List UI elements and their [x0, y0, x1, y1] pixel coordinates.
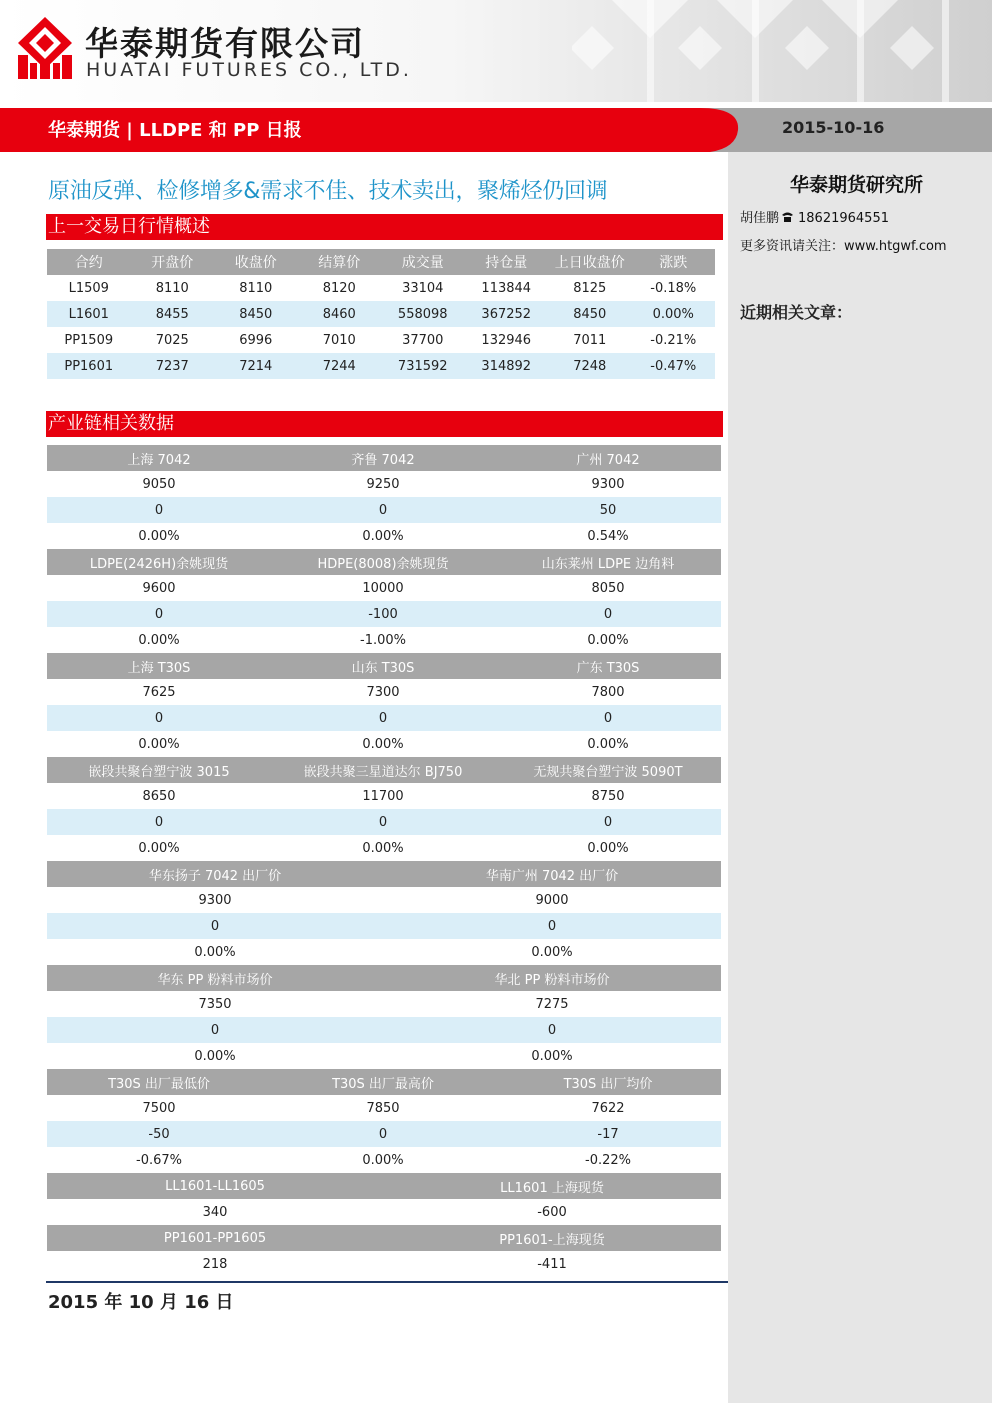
table-cell: 0 [383, 913, 721, 939]
table-row [47, 353, 715, 379]
column-header: 华北 PP 粉料市场价 [383, 965, 721, 991]
table-cell: 0 [47, 497, 271, 523]
table-cell: 50 [495, 497, 721, 523]
table-cell: 0 [271, 705, 495, 731]
decorative-pattern [572, 0, 992, 102]
table-row [47, 301, 715, 327]
phone-icon [781, 211, 794, 223]
table-cell: 7237 [131, 353, 215, 379]
column-header: HDPE(8008)余姚现货 [271, 549, 495, 575]
company-name-en: HUATAI FUTURES CO., LTD. [86, 59, 412, 81]
table-cell: 10000 [362, 580, 404, 596]
table-cell: 7275 [535, 996, 569, 1012]
table-cell: 0 [47, 601, 271, 627]
table-cell: 0 [47, 705, 271, 731]
table-cell: 7500 [142, 1100, 176, 1116]
analyst-name: 胡佳鹏 [740, 211, 780, 226]
company-name-cn: 华泰期货有限公司 [85, 24, 365, 63]
table-row [47, 991, 721, 1017]
table-cell: 8650 [142, 788, 176, 804]
table-header-row [47, 445, 721, 471]
table-cell: -1.00% [360, 632, 406, 648]
table-cell: 9300 [198, 892, 232, 908]
table-cell: 7625 [142, 684, 176, 700]
table-row [47, 1147, 721, 1173]
page-header [0, 0, 992, 102]
analyst-contact [740, 207, 889, 226]
table-cell: 0.00% [531, 944, 573, 960]
report-headline: 原油反弹、检修增多&需求不佳、技术卖出，聚烯烃仍回调 [48, 179, 608, 204]
table-row [47, 523, 721, 549]
table-cell: 0.00% [587, 840, 629, 856]
table-cell: 9050 [142, 476, 176, 492]
table-cell: 7025 [155, 332, 189, 348]
column-header: 广州 7042 [495, 445, 721, 471]
table-row [47, 1043, 721, 1069]
table-cell: 7800 [591, 684, 625, 700]
table-cell: 6996 [239, 332, 273, 348]
table-cell: 8450 [214, 301, 298, 327]
table-cell: 7011 [573, 332, 607, 348]
table-cell: 0.00% [362, 736, 404, 752]
table-cell: 9000 [535, 892, 569, 908]
table-header-row [47, 249, 715, 275]
table-cell: 0.00% [587, 632, 629, 648]
table-row [47, 1095, 721, 1121]
table-row [47, 1199, 721, 1225]
table-cell: 0 [47, 913, 383, 939]
table-cell: 8455 [131, 301, 215, 327]
table-header-row [47, 1069, 721, 1095]
table-row [47, 835, 721, 861]
table-cell: 0 [495, 705, 721, 731]
table-row [47, 705, 721, 731]
table-row [47, 887, 721, 913]
column-header: 华南广州 7042 出厂价 [383, 861, 721, 887]
column-header: PP1601-上海现货 [383, 1225, 721, 1251]
table-cell: PP1601 [47, 353, 131, 379]
table-cell: -0.21% [650, 332, 697, 348]
table-header-row [47, 861, 721, 887]
industry-chain-table [47, 445, 721, 1277]
column-header: 结算价 [298, 249, 382, 275]
recent-articles-heading: 近期相关文章： [740, 303, 853, 322]
table-cell: PP1509 [64, 332, 114, 348]
table-row [47, 471, 721, 497]
column-header: 嵌段共聚台塑宁波 3015 [47, 757, 271, 783]
table-row [47, 783, 721, 809]
column-header: LL1601-LL1605 [47, 1173, 383, 1199]
table-row [47, 497, 721, 523]
table-cell: -0.22% [585, 1152, 631, 1168]
table-cell: 0 [383, 1017, 721, 1043]
table-row [47, 913, 721, 939]
table-cell: 7248 [548, 353, 632, 379]
table-cell: 0.00% [138, 840, 180, 856]
table-cell: 0.00% [138, 632, 180, 648]
table-cell: 0 [271, 497, 495, 523]
table-row [47, 275, 715, 301]
column-header: T30S 出厂均价 [495, 1069, 721, 1095]
table-header-row [47, 757, 721, 783]
table-cell: L1601 [47, 301, 131, 327]
table-cell: 8750 [591, 788, 625, 804]
report-date: 2015-10-16 [782, 118, 885, 137]
table-cell: 9600 [142, 580, 176, 596]
table-cell: 0 [495, 601, 721, 627]
table-cell: 8125 [573, 280, 607, 296]
table-cell: 8110 [239, 280, 273, 296]
section-heading-market: 上一交易日行情概述 [46, 214, 723, 240]
table-cell: 0 [271, 809, 495, 835]
table-header-row [47, 653, 721, 679]
table-cell: 0.00% [138, 528, 180, 544]
column-header: 收盘价 [214, 249, 298, 275]
column-header: 上海 T30S [47, 653, 271, 679]
table-cell: -17 [495, 1121, 721, 1147]
column-header: 上海 7042 [47, 445, 271, 471]
column-header: 成交量 [381, 249, 465, 275]
column-header: 合约 [47, 249, 131, 275]
table-header-row [47, 549, 721, 575]
column-header: T30S 出厂最高价 [271, 1069, 495, 1095]
column-header: 山东 T30S [271, 653, 495, 679]
table-cell: -0.67% [136, 1152, 182, 1168]
table-cell: 0.00% [194, 1048, 236, 1064]
column-header: 广东 T30S [495, 653, 721, 679]
analyst-phone[interactable]: 18621964551 [798, 211, 889, 226]
table-cell: 8050 [591, 580, 625, 596]
table-row [47, 575, 721, 601]
table-cell: -411 [537, 1256, 567, 1272]
column-header: PP1601-PP1605 [47, 1225, 383, 1251]
table-cell: 7350 [198, 996, 232, 1012]
table-cell: 0 [47, 809, 271, 835]
table-cell: -100 [271, 601, 495, 627]
table-cell: 0.00% [194, 944, 236, 960]
market-summary-table [47, 249, 715, 379]
column-header: T30S 出厂最低价 [47, 1069, 271, 1095]
table-cell: 33104 [402, 280, 444, 296]
column-header: 持仓量 [465, 249, 549, 275]
table-cell: 7244 [298, 353, 382, 379]
table-row [47, 1251, 721, 1277]
table-row [47, 1121, 721, 1147]
table-cell: 37700 [402, 332, 444, 348]
table-row [47, 939, 721, 965]
table-cell: 0.00% [587, 736, 629, 752]
table-cell: 0.00% [362, 1152, 404, 1168]
column-header: 华东扬子 7042 出厂价 [47, 861, 383, 887]
column-header: 无规共聚台塑宁波 5090T [495, 757, 721, 783]
table-header-row [47, 965, 721, 991]
section-heading-industry-chain: 产业链相关数据 [46, 411, 723, 437]
table-row [47, 1017, 721, 1043]
table-header-row [47, 1225, 721, 1251]
table-cell: 11700 [362, 788, 404, 804]
table-cell: 7214 [214, 353, 298, 379]
table-cell: 9250 [366, 476, 400, 492]
table-cell: 367252 [465, 301, 549, 327]
column-header: 涨跌 [632, 249, 716, 275]
table-cell: 558098 [381, 301, 465, 327]
table-cell: 340 [202, 1204, 228, 1220]
table-cell: L1509 [68, 280, 109, 296]
column-header: 上日收盘价 [548, 249, 632, 275]
table-cell: 9300 [591, 476, 625, 492]
table-cell: 8450 [548, 301, 632, 327]
column-header: 开盘价 [131, 249, 215, 275]
column-header: 嵌段共聚三星道达尔 BJ750 [271, 757, 495, 783]
table-cell: 8110 [155, 280, 189, 296]
column-header: 齐鲁 7042 [271, 445, 495, 471]
table-cell: 7622 [591, 1100, 625, 1116]
table-cell: 8120 [322, 280, 356, 296]
column-header: LL1601 上海现货 [383, 1173, 721, 1199]
table-cell: -600 [537, 1204, 567, 1220]
table-row [47, 327, 715, 353]
table-cell: 8460 [298, 301, 382, 327]
footer-date: 2015 年 10 月 16 日 [48, 1292, 234, 1313]
table-cell: 113844 [481, 280, 532, 296]
table-cell: 0.00% [362, 528, 404, 544]
table-cell: 0 [495, 809, 721, 835]
table-row [47, 627, 721, 653]
table-cell: 132946 [481, 332, 532, 348]
table-cell: 7010 [322, 332, 356, 348]
company-logo [16, 15, 74, 81]
table-cell: 7300 [366, 684, 400, 700]
table-row [47, 679, 721, 705]
table-cell: 0.54% [587, 528, 629, 544]
table-header-row [47, 1173, 721, 1199]
table-cell: 731592 [381, 353, 465, 379]
table-cell: -0.47% [632, 353, 716, 379]
table-cell: 0.00% [362, 840, 404, 856]
report-title: 华泰期货 | LLDPE 和 PP 日报 [48, 120, 302, 141]
table-cell: 0.00% [632, 301, 716, 327]
column-header: LDPE(2426H)余姚现货 [47, 549, 271, 575]
table-row [47, 809, 721, 835]
column-header: 华东 PP 粉料市场价 [47, 965, 383, 991]
table-cell: 218 [202, 1256, 228, 1272]
column-header: 山东莱州 LDPE 边角料 [495, 549, 721, 575]
table-cell: 0.00% [138, 736, 180, 752]
more-info-link[interactable]: 更多资讯请关注：www.htgwf.com [740, 239, 947, 254]
table-cell: 0 [271, 1121, 495, 1147]
footer-divider [46, 1281, 728, 1283]
table-cell: 314892 [465, 353, 549, 379]
institute-name: 华泰期货研究所 [790, 174, 924, 196]
table-cell: 0.00% [531, 1048, 573, 1064]
table-row [47, 731, 721, 757]
table-cell: 7850 [366, 1100, 400, 1116]
table-cell: 0 [47, 1017, 383, 1043]
table-cell: -0.18% [650, 280, 697, 296]
table-row [47, 601, 721, 627]
table-cell: -50 [47, 1121, 271, 1147]
